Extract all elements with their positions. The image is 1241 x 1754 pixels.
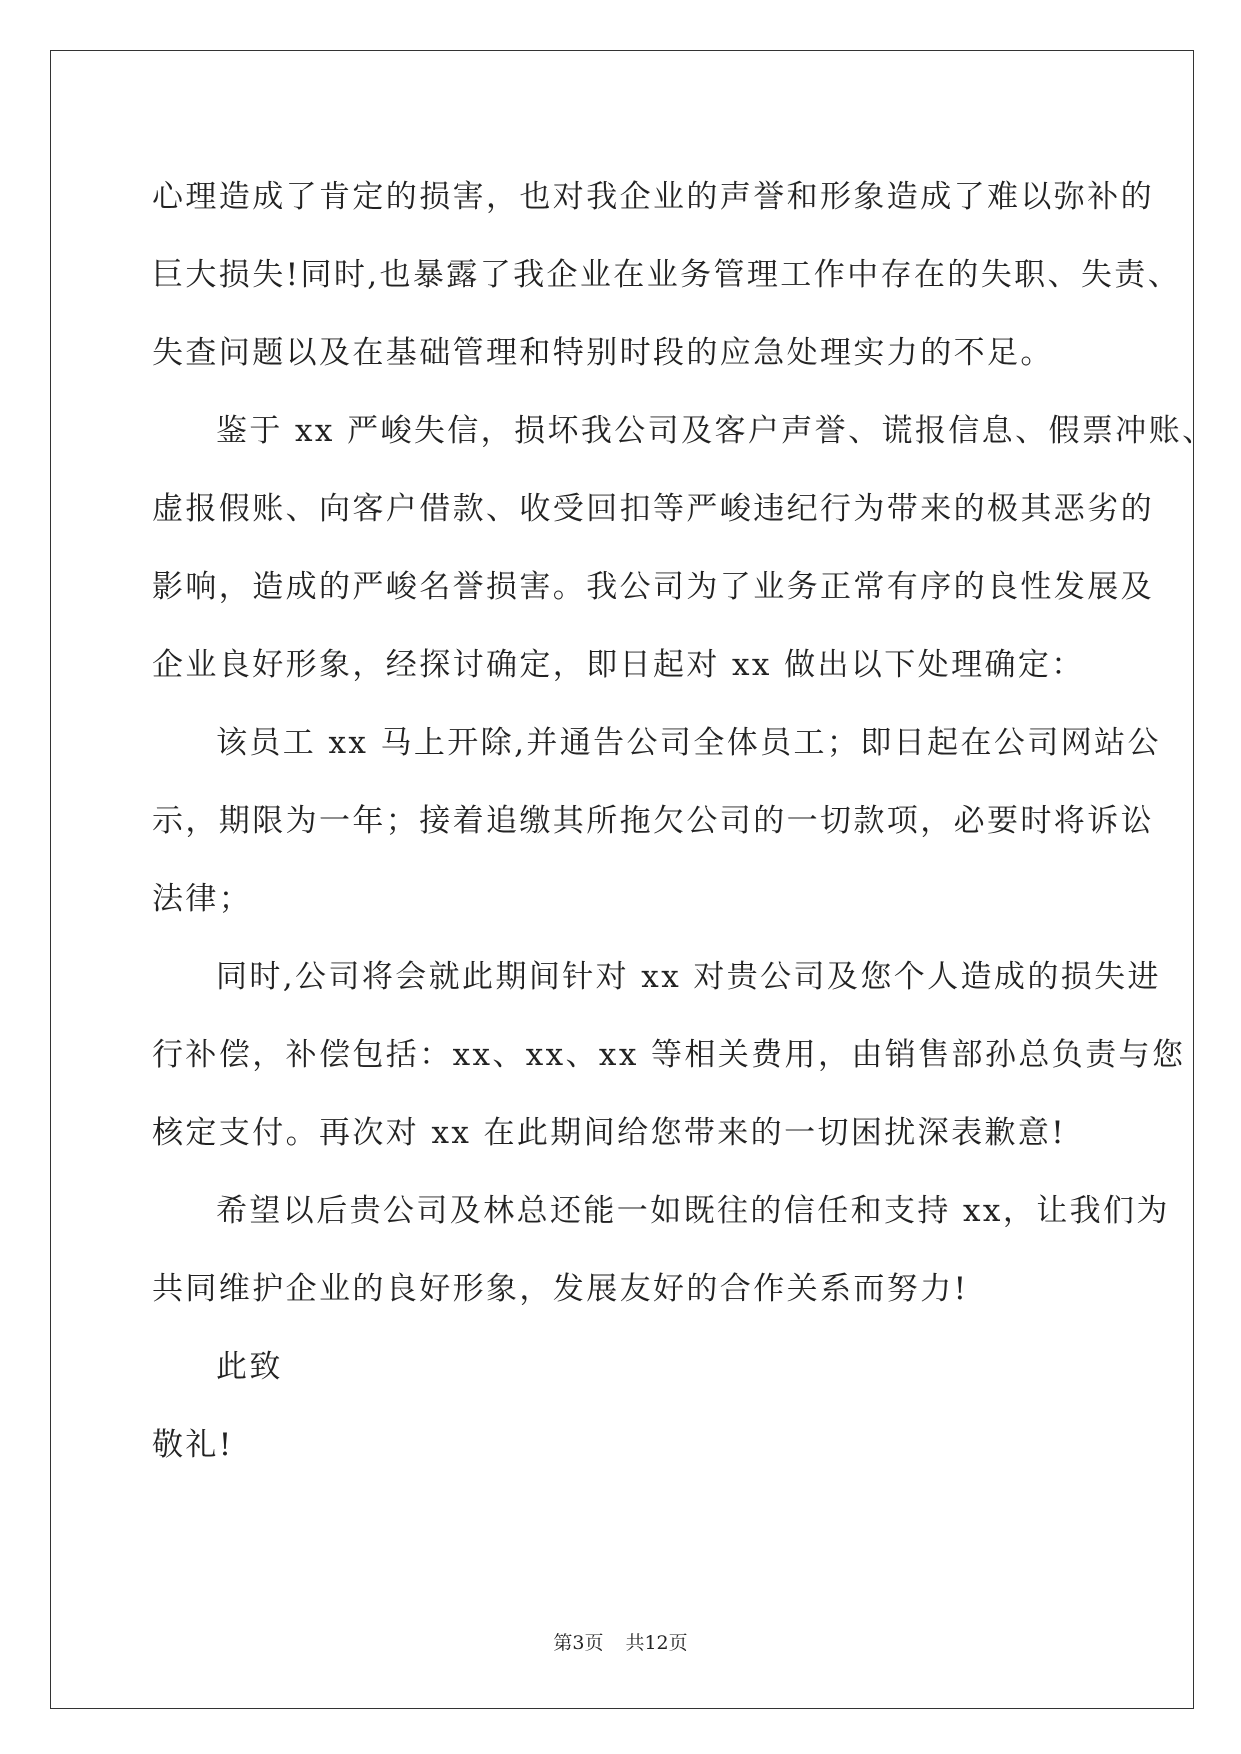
closing-salutation — [152, 1328, 1092, 1484]
text-line: 行补偿，补偿包括：xx、xx、xx 等相关费用，由销售部孙总负责与您 — [152, 1037, 1186, 1073]
text-line: 虚报假账、向客户借款、收受回扣等严峻违纪行为带来的极其恶劣的 — [152, 491, 1154, 527]
text-line: 敬礼! — [152, 1427, 234, 1463]
text-line: 鉴于 xx 严峻失信，损坏我公司及客户声誉、谎报信息、假票冲账、 — [216, 413, 1216, 449]
page-footer — [0, 1628, 1241, 1655]
text-line: 该员工 xx 马上开除,并通告公司全体员工；即日起在公司网站公 — [216, 725, 1161, 761]
text-line: 法律； — [152, 881, 253, 917]
page-number-current: 第3页 — [553, 1632, 604, 1654]
paragraph-5 — [152, 1172, 1170, 1328]
text-line: 影响，造成的严峻名誉损害。我公司为了业务正常有序的良性发展及 — [152, 569, 1154, 605]
paragraph-1 — [152, 158, 1182, 392]
page-number-total: 共12页 — [625, 1632, 688, 1654]
paragraph-3 — [152, 704, 1161, 938]
document-body — [152, 158, 1216, 1484]
paragraph-4 — [152, 938, 1186, 1172]
text-line: 核定支付。再次对 xx 在此期间给您带来的一切困扰深表歉意! — [152, 1115, 1067, 1151]
text-line: 希望以后贵公司及林总还能一如既往的信任和支持 xx，让我们为 — [216, 1193, 1170, 1229]
text-line: 心理造成了肯定的损害，也对我企业的声誉和形象造成了难以弥补的 — [152, 179, 1154, 215]
text-line: 巨大损失!同时,也暴露了我企业在业务管理工作中存在的失职、失责、 — [152, 257, 1182, 293]
text-line: 失查问题以及在基础管理和特别时段的应急处理实力的不足。 — [152, 335, 1054, 371]
text-line: 此致 — [216, 1349, 283, 1385]
text-line: 同时,公司将会就此期间针对 xx 对贵公司及您个人造成的损失进 — [216, 959, 1161, 995]
text-line: 共同维护企业的良好形象，发展友好的合作关系而努力! — [152, 1271, 969, 1307]
text-line: 企业良好形象，经探讨确定，即日起对 xx 做出以下处理确定： — [152, 647, 1085, 683]
text-line: 示，期限为一年；接着追缴其所拖欠公司的一切款项，必要时将诉讼 — [152, 803, 1154, 839]
paragraph-2 — [152, 392, 1216, 704]
